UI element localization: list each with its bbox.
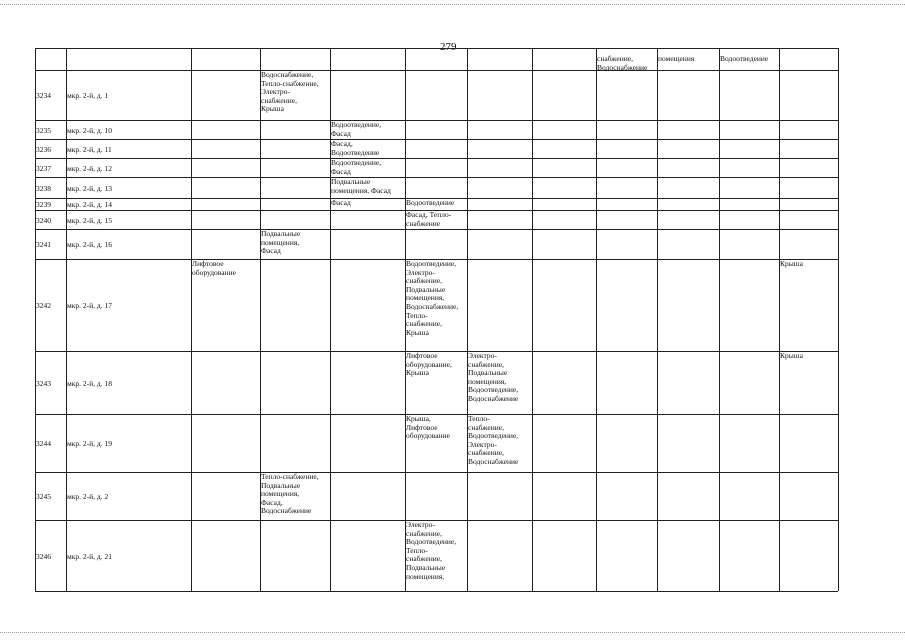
row-number: 3235 bbox=[36, 125, 51, 135]
row-rule bbox=[35, 229, 838, 230]
row-address: мкр. 2-й, д. 19 bbox=[67, 439, 112, 448]
work-type-cell: Электро- снабжение, Водоотведение, Тепло- снабжение, Подвальные помещения, bbox=[406, 520, 457, 581]
row-address: мкр. 2-й, д. 17 bbox=[67, 301, 112, 310]
row-number: 3239 bbox=[36, 200, 51, 209]
row-rule bbox=[35, 472, 838, 473]
row-address: мкр. 2-й, д. 15 bbox=[67, 215, 112, 225]
row-address: мкр. 2-й, д. 21 bbox=[67, 551, 112, 561]
row-rule bbox=[35, 158, 838, 159]
row-rule bbox=[35, 120, 838, 121]
work-type-cell: Крыша bbox=[780, 351, 803, 360]
row-address: мкр. 2-й, д. 13 bbox=[67, 183, 112, 193]
column-rule bbox=[838, 48, 839, 591]
row-address: мкр. 2-й, д. 10 bbox=[67, 125, 112, 135]
work-type-cell: Фасад, Тепло- снабжение bbox=[406, 210, 452, 228]
column-rule bbox=[191, 48, 192, 591]
work-type-cell: Водоотведение bbox=[406, 198, 455, 207]
work-type-cell: Тепло-снабжение, Подвальные помещения, Фасад, Водоснабжение bbox=[261, 472, 319, 516]
row-number: 3236 bbox=[36, 144, 51, 154]
work-type-cell: Подвальные помещения, Фасад bbox=[331, 177, 391, 195]
row-number: 3242 bbox=[36, 301, 51, 310]
column-rule bbox=[779, 48, 780, 591]
work-type-cell: Тепло- снабжение, Водоотведение, Электро- снабжение, Водоснабжение bbox=[468, 414, 519, 466]
row-number: 3246 bbox=[36, 551, 51, 561]
row-number: 3245 bbox=[36, 492, 51, 501]
row-rule bbox=[35, 70, 838, 71]
row-rule bbox=[35, 48, 838, 49]
row-address: мкр. 2-й, д. 1 bbox=[67, 91, 109, 100]
work-type-cell: Водоотведение, Фасад bbox=[331, 120, 382, 138]
header-cell: снабжение, Водоснабжение bbox=[597, 54, 648, 72]
row-number: 3240 bbox=[36, 215, 51, 225]
row-number: 3244 bbox=[36, 439, 51, 448]
row-address: мкр. 2-й, д. 2 bbox=[67, 492, 109, 501]
row-number: 3234 bbox=[36, 91, 51, 100]
work-type-cell: Водоотведение, Фасад bbox=[331, 158, 382, 176]
row-number: 3241 bbox=[36, 240, 51, 249]
column-rule bbox=[719, 48, 720, 591]
row-number: 3237 bbox=[36, 163, 51, 173]
row-rule bbox=[35, 591, 838, 592]
scan-edge-top bbox=[0, 4, 905, 5]
header-cell: помещения bbox=[658, 54, 695, 63]
row-address: мкр. 2-й, д. 12 bbox=[67, 163, 112, 173]
column-rule bbox=[596, 48, 597, 591]
row-address: мкр. 2-й, д. 14 bbox=[67, 200, 112, 209]
column-rule bbox=[657, 48, 658, 591]
row-address: мкр. 2-й, д. 18 bbox=[67, 378, 112, 388]
row-rule bbox=[35, 177, 838, 178]
work-type-cell: Водоснабжение, Тепло-снабжение, Электро- снабжение, Крыша bbox=[261, 70, 319, 114]
work-type-cell: Подвальные помещения, Фасад bbox=[261, 229, 301, 256]
row-address: мкр. 2-й, д. 16 bbox=[67, 240, 112, 249]
work-type-cell: Фасад bbox=[331, 198, 351, 207]
row-number: 3238 bbox=[36, 183, 51, 193]
row-number: 3243 bbox=[36, 378, 51, 388]
scan-edge-bottom bbox=[0, 632, 905, 633]
work-type-cell: Лифтовое оборудование bbox=[192, 259, 236, 277]
header-cell: Водоотведение bbox=[720, 54, 769, 63]
work-type-cell: Крыша, Лифтовое оборудование bbox=[406, 414, 450, 441]
work-type-cell: Лифтовое оборудование, Крыша bbox=[406, 351, 452, 378]
row-address: мкр. 2-й, д. 11 bbox=[67, 144, 112, 154]
work-type-cell: Электро- снабжение, Подвальные помещения, Водоотведение, Водоснабжение bbox=[468, 351, 519, 403]
row-rule bbox=[35, 139, 838, 140]
column-rule bbox=[467, 48, 468, 591]
page-number: 279 bbox=[440, 41, 457, 53]
work-type-cell: Фасад, Водоотведение bbox=[331, 139, 380, 157]
work-type-cell: Водоотведение, Электро- снабжение, Подвальные помещения, Водоснабжение, Тепло- снабжение, Крыша bbox=[406, 259, 459, 337]
work-type-cell: Крыша bbox=[780, 259, 803, 268]
column-rule bbox=[532, 48, 533, 591]
